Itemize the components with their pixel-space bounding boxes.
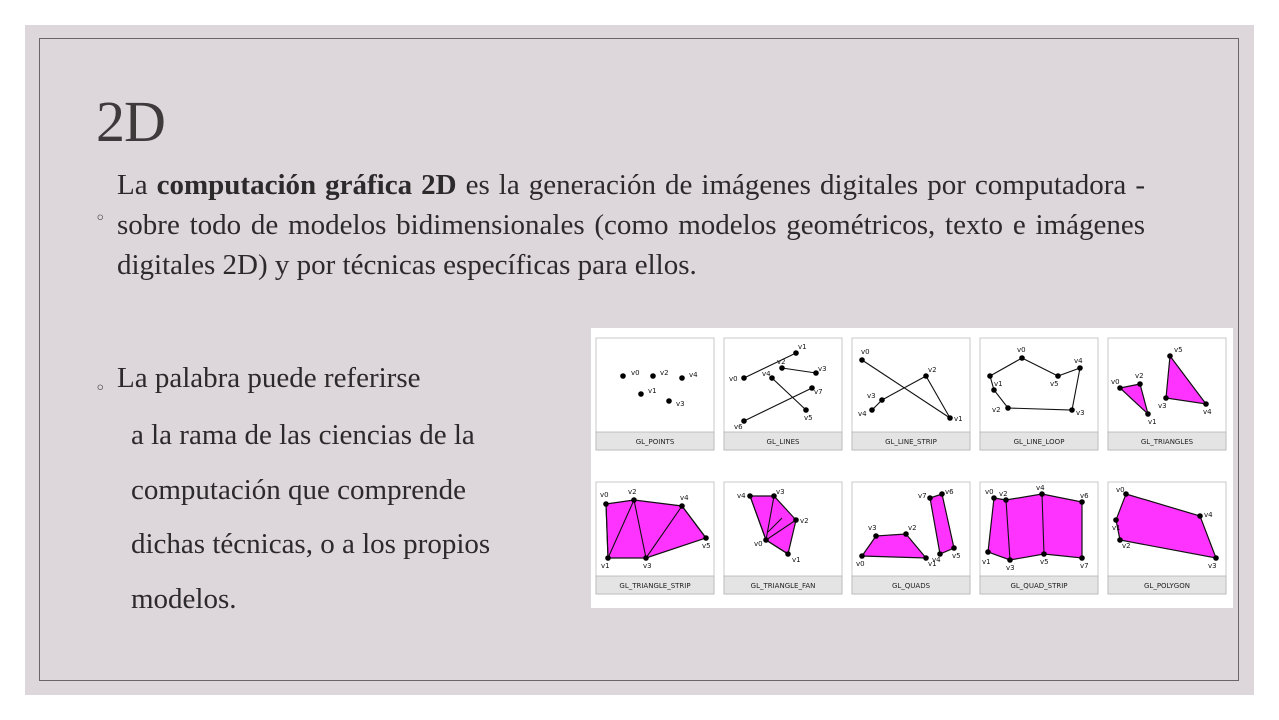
- panel-gl-quads: [852, 482, 970, 594]
- bullet2-line-2: a la rama de las ciencias de la: [131, 419, 475, 451]
- bullet-marker: ◦: [95, 378, 106, 399]
- svg-text:v3: v3: [1208, 562, 1217, 570]
- bullet2-line-5: modelos.: [131, 583, 237, 615]
- svg-text:v1: v1: [1112, 524, 1121, 532]
- svg-text:v5: v5: [1040, 558, 1049, 566]
- svg-text:v0: v0: [600, 491, 609, 499]
- svg-text:v2: v2: [628, 488, 637, 496]
- svg-text:v1: v1: [792, 556, 801, 564]
- svg-text:v0: v0: [754, 540, 763, 548]
- svg-text:v1: v1: [648, 387, 657, 395]
- panel-gl-triangles: [1108, 338, 1226, 450]
- svg-text:v0: v0: [861, 348, 870, 356]
- panel-gl-triangle-strip: [596, 482, 714, 594]
- svg-text:v2: v2: [1122, 542, 1131, 550]
- caption-gl-line-loop: GL_LINE_LOOP: [1013, 438, 1065, 446]
- svg-text:v4: v4: [1204, 511, 1213, 519]
- svg-text:v1: v1: [928, 560, 937, 568]
- caption-gl-triangle-strip: GL_TRIANGLE_STRIP: [619, 582, 691, 590]
- svg-text:v0: v0: [631, 369, 640, 377]
- svg-text:v1: v1: [798, 343, 807, 351]
- svg-text:v4: v4: [737, 492, 746, 500]
- svg-text:v0: v0: [1116, 486, 1125, 494]
- svg-text:v2: v2: [928, 366, 937, 374]
- svg-text:v6: v6: [1080, 492, 1089, 500]
- caption-gl-quad-strip: GL_QUAD_STRIP: [1010, 582, 1068, 590]
- panel-gl-lines: [724, 338, 842, 450]
- svg-text:v6: v6: [734, 423, 743, 431]
- svg-text:v0: v0: [1017, 346, 1026, 354]
- panel-gl-line-strip: [852, 338, 970, 450]
- panel-gl-line-loop: [980, 338, 1098, 450]
- svg-text:v4: v4: [932, 556, 941, 564]
- bullet-paragraph-1: [117, 165, 1145, 285]
- svg-text:v2: v2: [908, 524, 917, 532]
- svg-text:v2: v2: [992, 406, 1001, 414]
- svg-text:v0: v0: [1111, 378, 1120, 386]
- svg-text:v4: v4: [689, 371, 698, 379]
- panel-gl-points: [596, 338, 714, 450]
- svg-text:v3: v3: [818, 365, 827, 373]
- svg-text:v3: v3: [1006, 564, 1015, 572]
- caption-gl-triangle-fan: GL_TRIANGLE_FAN: [750, 582, 816, 590]
- svg-text:v3: v3: [676, 400, 685, 408]
- primitives-svg: [591, 328, 1233, 608]
- svg-text:v5: v5: [952, 552, 961, 560]
- opengl-primitives-figure: [591, 328, 1233, 608]
- caption-gl-lines: GL_LINES: [766, 438, 800, 446]
- svg-text:v3: v3: [867, 392, 876, 400]
- svg-text:v1: v1: [1148, 418, 1157, 426]
- bullet-marker: ◦: [95, 208, 106, 229]
- svg-text:v2: v2: [777, 358, 786, 366]
- svg-text:v3: v3: [643, 562, 652, 570]
- svg-text:v3: v3: [1076, 409, 1085, 417]
- bullet2-line-4: dichas técnicas, o a los propios: [131, 528, 491, 560]
- bullet2-line-1: La palabra puede referirse: [117, 362, 421, 394]
- svg-text:v7: v7: [814, 388, 823, 396]
- svg-text:v6: v6: [945, 488, 954, 496]
- svg-text:v3: v3: [776, 488, 785, 496]
- svg-text:v3: v3: [1158, 402, 1167, 410]
- svg-text:v4: v4: [1036, 484, 1045, 492]
- svg-text:v5: v5: [702, 542, 711, 550]
- svg-text:v4: v4: [858, 410, 867, 418]
- svg-text:v2: v2: [660, 369, 669, 377]
- caption-gl-line-strip: GL_LINE_STRIP: [885, 438, 937, 446]
- svg-text:v2: v2: [1135, 372, 1144, 380]
- svg-text:v0: v0: [856, 560, 865, 568]
- panel-gl-triangle-fan: [724, 482, 842, 594]
- panel-gl-quad-strip: [980, 482, 1098, 594]
- svg-text:v2: v2: [999, 490, 1008, 498]
- slide-title: 2D: [96, 89, 165, 154]
- svg-text:v5: v5: [1174, 346, 1183, 354]
- svg-text:v1: v1: [954, 415, 963, 423]
- svg-text:v0: v0: [985, 488, 994, 496]
- caption-gl-triangles: GL_TRIANGLES: [1140, 438, 1194, 446]
- bullet2-line-3: computación que comprende: [131, 474, 466, 506]
- svg-text:v7: v7: [918, 492, 927, 500]
- svg-text:v4: v4: [1074, 357, 1083, 365]
- svg-text:v3: v3: [868, 524, 877, 532]
- bullet1-text-start: La: [117, 169, 157, 201]
- bullet1-bold-term: computación gráfica 2D: [156, 169, 457, 201]
- svg-text:v1: v1: [982, 558, 991, 566]
- svg-text:v5: v5: [804, 414, 813, 422]
- caption-gl-quads: GL_QUADS: [891, 582, 931, 590]
- svg-text:v7: v7: [1080, 562, 1089, 570]
- caption-gl-polygon: GL_POLYGON: [1144, 582, 1190, 590]
- svg-text:v5: v5: [1050, 380, 1059, 388]
- svg-text:v4: v4: [680, 494, 689, 502]
- svg-text:v1: v1: [601, 562, 610, 570]
- svg-text:v4: v4: [1203, 408, 1212, 416]
- svg-text:v4: v4: [762, 370, 771, 378]
- caption-gl-points: GL_POINTS: [635, 438, 675, 446]
- panel-gl-polygon: [1108, 482, 1226, 594]
- bullet1-text-end: es la generación de imágenes digitales por computadora - sobre todo de modelos bidimensionales (como modelos geométricos, texto e imágenes digitales 2D) y por técnicas específicas para ellos.: [117, 169, 1145, 281]
- svg-text:v2: v2: [800, 517, 809, 525]
- svg-text:v1: v1: [994, 380, 1003, 388]
- svg-text:v0: v0: [729, 375, 738, 383]
